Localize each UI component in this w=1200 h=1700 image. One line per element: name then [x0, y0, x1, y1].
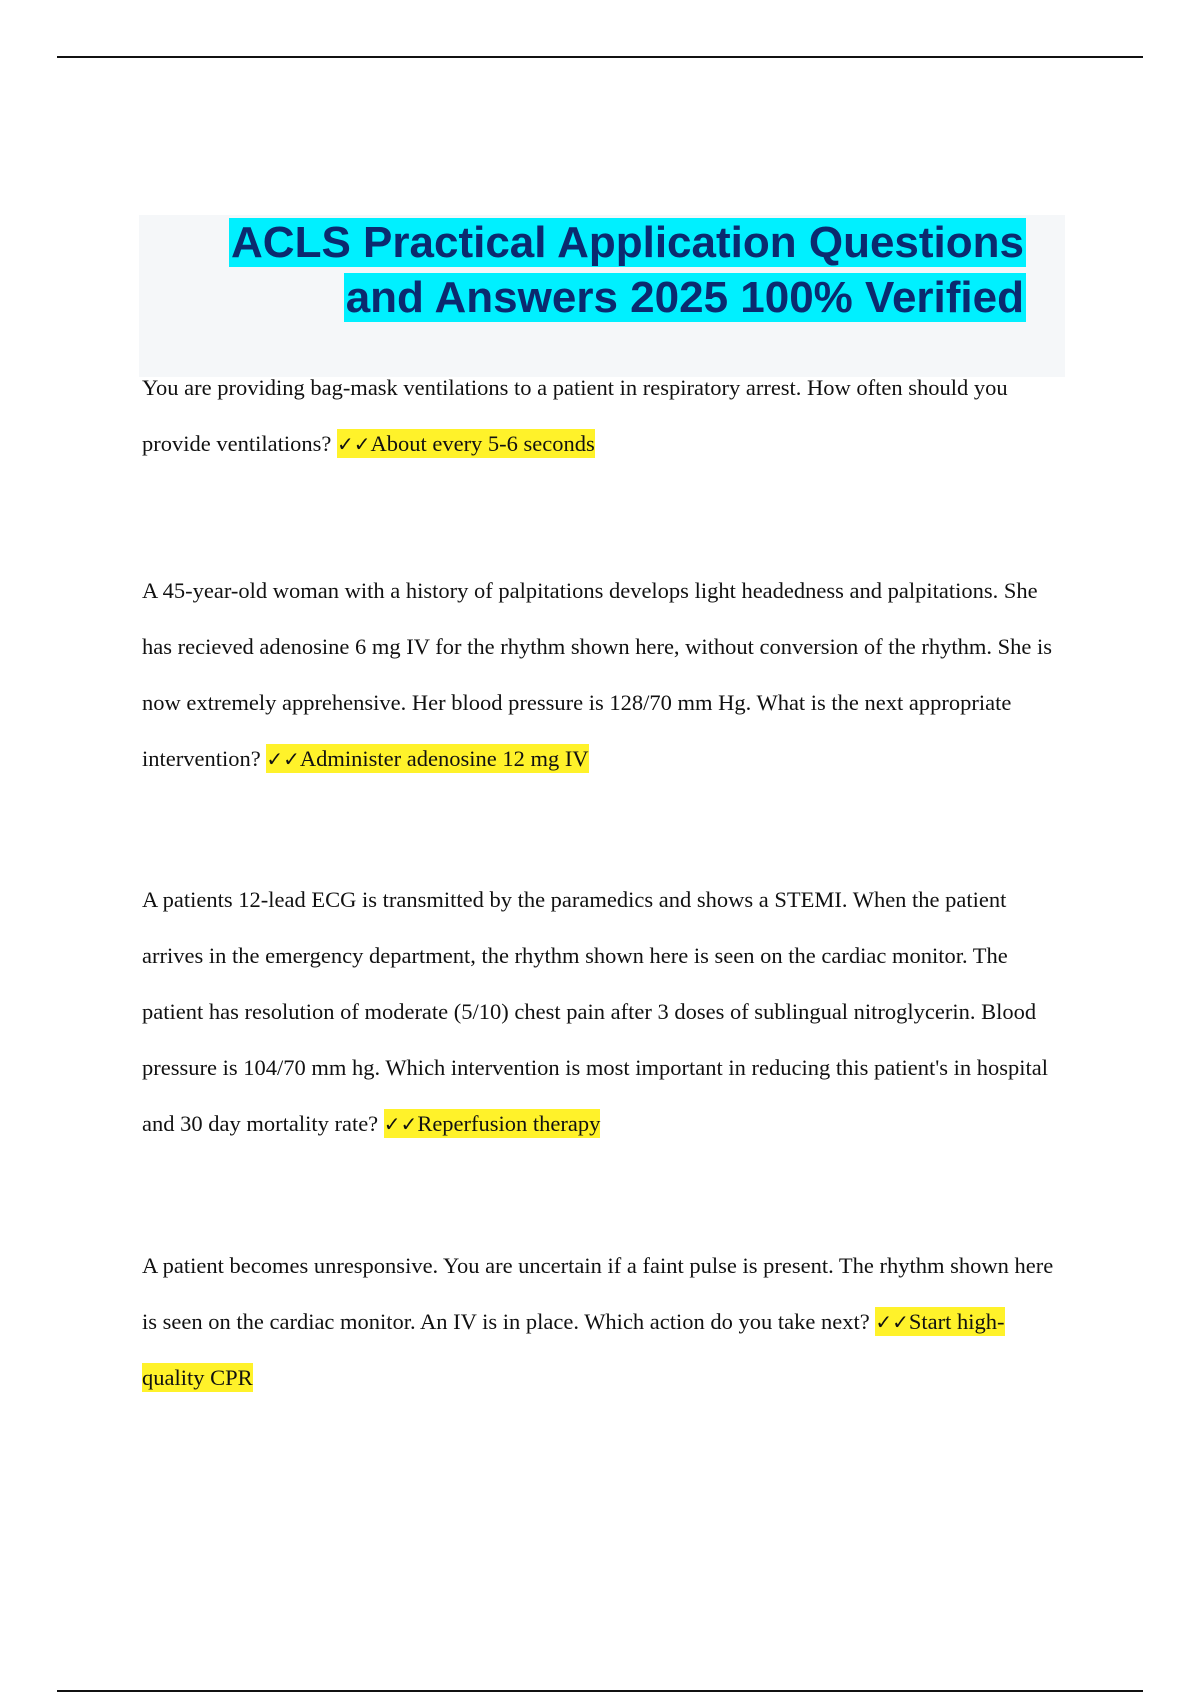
qa-item [142, 1238, 1057, 1406]
question-text: A patient becomes unresponsive. You are uncertain if a faint pulse is present. The rhythm shown here is seen on the cardiac monitor. An IV is in place. Which action do you take next? [142, 1253, 1054, 1334]
double-check-icon: ✓✓ [266, 747, 300, 771]
double-check-icon: ✓✓ [383, 1112, 418, 1136]
title-highlight: ACLS Practical Application Questions and Answers 2025 100% Verified [231, 218, 1024, 322]
document-title [160, 215, 1026, 325]
top-rule [57, 56, 1143, 58]
qa-item [142, 360, 1057, 472]
qa-item [142, 872, 1057, 1152]
qa-item [142, 563, 1057, 787]
answer-highlight [266, 744, 588, 773]
answer-highlight [384, 1109, 601, 1138]
answer-text: About every 5-6 seconds [370, 431, 595, 456]
double-check-icon: ✓✓ [875, 1310, 909, 1334]
bottom-rule [57, 1690, 1143, 1692]
answer-text: Start high-quality CPR [142, 1309, 1005, 1390]
answer-highlight [337, 429, 595, 458]
question-text: A patients 12-lead ECG is transmitted by the paramedics and shows a STEMI. When the patient arrives in the emergency department, the rhythm shown here is seen on the cardiac monitor. The patient has resolution of moderate (5/10) chest pain after 3 doses of sublingual nitroglycerin. Blood pressure is 104/70 mm hg. Which intervention is most important in reducing this patient's in hospital and 30 day mortality rate? [142, 887, 1049, 1136]
question-text: You are providing bag-mask ventilations to a patient in respiratory arrest. How often should you provide ventilations? [142, 375, 1008, 456]
double-check-icon: ✓✓ [336, 432, 371, 456]
answer-text: Administer adenosine 12 mg IV [299, 746, 589, 771]
question-text: A 45-year-old woman with a history of palpitations develops light headedness and palpitations. She has recieved adenosine 6 mg IV for the rhythm shown here, without conversion of the rhythm. She is now extremely apprehensive. Her blood pressure is 128/70 mm Hg. What is the next appropriate intervention? [142, 578, 1053, 771]
answer-text: Reperfusion therapy [417, 1111, 601, 1136]
